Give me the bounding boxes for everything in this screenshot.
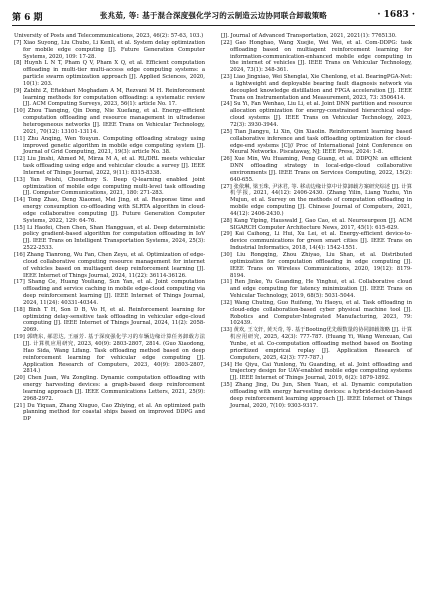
reference-item: [30] Liu Rongqing, Zhou Zhiyao, Liu Shan, et al. Distributed optimization for computation offloading in edge computing [J]. IEEE Trans on Wireless Communications, 2020, 19(12): 8179-8194.	[221, 252, 412, 279]
reference-item: [18] Binh T H, Son D B, Vo H, et al. Reinforcement learning for optimizing delay-sensitive task offloading in vehicular edge-cloud computing [J]. IEEE Internet of Things Journal, 2024, 11(2): 2058-2069.	[14, 306, 205, 334]
reference-item: [12] Liu Jinshi, Ahmed M, Mirza M A, et al. RL/DRL meets vehicular task offloading using edge and vehicular clouds: a survey [J]. IEEE Internet of Things Journal, 2022, 9(11): 8315-8338.	[14, 156, 205, 176]
running-title: 张兆茹, 等: 基于混合深度强化学习的云制造云边协同联合卸载策略	[100, 11, 327, 20]
reference-item: University of Posts and Telecommunications, 2023, 46(2): 57-63, 103.)	[14, 33, 204, 39]
reference-item: [33] 黄欢, 王文轩, 黄天奇, 等. 基于Booting优先级数量的协同卸载策略 [J]. 计算机应用研究, 2025, 42(3): 777-787. (Huang Yi, Wang Wenxuan, Cai Yunbe, et al. Co-computation offloading method based on Booting prioritized empirical replay [J]. Application Research of Computers, 2025, 42(3): 777-787.)	[221, 327, 412, 361]
reference-item: [20] Chen Juan, Wu Zongling. Dynamic computation offloading with energy harvesting devices: a graph-based deep reinforcement learning approach [J]. IEEE Communications Letters, 2021, 25(9): 2968-2972.	[14, 375, 205, 402]
reference-item: [7] Xiao Suyong, Liu Chubo, Li Kenli, et al. System delay optimization for mobile edge computing [J]. Future Generation Computer Systems, 2020, 109: 17-28.	[14, 39, 205, 60]
reference-column-left	[14, 33, 205, 423]
reference-item: [28] Kang Yiping, Hauswald J, Gao Cao, et al. Neurosurgeon [J]. ACM SIGARCH Computer Architecture News, 2017, 45(1): 615-629.	[221, 217, 412, 231]
issue-number: 第 6 期	[12, 13, 43, 23]
reference-item: [31] Ren Jinke, Yu Guanding, He Yinghui, et al. Collaborative cloud and edge computing for latency minimization [J]. IEEE Trans on Vehicular Technology, 2019, 68(5): 5031-5044.	[221, 279, 412, 300]
reference-item: [8] Huynh L N T, Pham Q V, Pham X Q, et al. Efficient computation offloading in multi-tier multi-access edge computing systems: a particle swarm optimization approach [J]. Applied Sciences, 2020, 10(1): 203.	[14, 60, 205, 87]
reference-item: [21] Du Yiquan, Zhang Xiuguo, Cao Zhiying, et al. An optimized path planning method for coastal ships based on improved DDPG and DP	[14, 402, 205, 423]
reference-item: [25] Tian Jiangyu, Li Xin, Qin Xiaolin. Reinforcement learning based collaborative inference and task offloading optimization for cloud-edge-end systems [C]// Proc of International Joint Conference on Neural Networks. Piscataway, NJ: IEEE Press, 2024: 1-8.	[221, 128, 412, 156]
reference-item: [11] Zhu Anqing, Wen Youyun. Computing offloading strategy using improved genetic algorithm in mobile edge computing system [J]. Journal of Grid Computing, 2021, 19(3): article No. 38.	[14, 135, 205, 156]
reference-item: [J]. Journal of Advanced Transportation, 2021, 2021(1): 7765130.	[221, 33, 397, 39]
page-number: · 1683 ·	[377, 10, 415, 20]
reference-item: [26] Xue Min, Wu Huaming, Peng Guang, et al. DDPQN: an efficient DNN offloading strategy in local-edge-cloud collaborative environments [J]. IEEE Trans on Services Computing, 2022, 15(2): 640-655.	[221, 156, 412, 183]
reference-item: [22] Gao Honghao, Wang Xuejie, Wei Wei, et al. Com-DDPG: task offloading based on multiagent reinforcement learning for information-communication-enhanced mobile edge computing in the internet of vehicles [J]. IEEE Trans on Vehicular Technology, 2024, 73(1): 348-361.	[221, 39, 412, 74]
reference-item: [29] Kai Caihong, Li Hui, Xu Lei, et al. Energy-efficient device-to-device communications for green smart cities [J]. IEEE Trans on Industrial Informatics, 2018, 14(4): 1542-1551.	[221, 231, 412, 252]
reference-column-right	[221, 33, 412, 409]
reference-item: [15] Li Haofei, Chen Chen, Shan Hangguan, et al. Deep deterministic policy gradient-based algorithm for computation offloading in IoV [J]. IEEE Trans on Intelligent Transportation Systems, 2024, 25(3): 2522-2533.	[14, 224, 205, 252]
reference-item: [17] Shang Ce, Huang Youliang, Sun Yan, et al. Joint computation offloading and service caching in mobile edge-cloud computing via deep reinforcement learning [J]. IEEE Internet of Things Journal, 2024, 11(24): 40331-40344.	[14, 279, 205, 306]
reference-item: [19] 郭晓东, 郝思达, 王丽芳. 基于深度强化学习的车辆边缘计算任务卸载方法 [J]. 计算机应用研究, 2023, 40(9): 2803-2807, 2814. (Guo Xiaodong, Hao Sida, Wang Lifang. Task offloading method based on deep reinforcement learning for vehicular edge computing [J]. Application Research of Computers, 2023, 40(9): 2803-2807, 2814.)	[14, 334, 205, 375]
reference-item: [27] 张依琳, 梁玉珠, 尹沐君, 等. 移动边缘计算中计算卸载方案研究综述 [J]. 计算机学报, 2021, 44(12): 2406-2430. (Zhang Yilin, Liang Yuzhu, Yin Mujun, et al. Survey on the methods of computation offloading in mobile edge computing [J]. Chinese Journal of Computers, 2021, 44(12): 2406-2430.)	[221, 183, 412, 217]
reference-item: [10] Zhou Tianqing, Qin Dong, Nie Xuefang, et al. Energy-efficient computation offloading and resource management in ultradense heterogeneous networks [J]. IEEE Trans on Vehicular Technology, 2021, 70(12): 13101-13114.	[14, 108, 205, 135]
running-header	[12, 10, 415, 24]
reference-item: [24] Su Yi, Fan Wenhao, Liu Li, et al. Joint DNN partition and resource allocation optimization for energy-constrained hierarchical edge-cloud systems [J]. IEEE Trans on Vehicular Technology, 2023, 72(3): 3930-3944.	[221, 101, 412, 128]
reference-item: [34] He Qiyu, Cai Yunlong, Yu Guanding, et al. Joint offloading and trajectory design for UAV-enabled mobile edge computing systems [J]. IEEE Internet of Things Journal, 2019, 6(2): 1879-1892.	[221, 361, 412, 382]
header-rule	[12, 25, 415, 26]
reference-item: [9] Zabihi Z, Eftekhari Moghadam A M, Rezvani M H. Reinforcement learning methods for computation offloading: a systematic review [J]. ACM Computing Surveys, 2023, 56(1): article No. 17.	[14, 87, 205, 108]
reference-item: [16] Zhang Tianrong, Wu Fan, Chen Zeyu, et al. Optimization of edge-cloud collaborative computing resource management for internet of vehicles based on multiagent deep reinforcement learning [J]. IEEE Internet of Things Journal, 2024, 11(22): 36114-36126.	[14, 252, 205, 279]
reference-item: [23] Liao Jingxiao, Wei Shenglai, Xie Chenlong, et al. BearingPGA-Net: a lightweight and deployable bearing fault diagnosis network via decoupled knowledge distillation and FPGA acceleration [J]. IEEE Trans on Instrumentation and Measurement, 2023, 73: 3506414.	[221, 74, 412, 101]
reference-item: [13] Yan Peishi, Choudhury S. Deep Q-learning enabled joint optimization of mobile edge computing multi-level task offloading [J]. Computer Communications, 2021, 180: 271-283.	[14, 176, 205, 197]
reference-item: [35] Zhang Jing, Du Jun, Shen Yuan, et al. Dynamic computation offloading with energy harvesting devices: a hybrid-decision-based deep reinforcement learning approach [J]. IEEE Internet of Things Journal, 2020, 7(10): 9303-9317.	[221, 382, 412, 409]
reference-item: [14] Tong Zhao, Deng Xiaomei, Mei Jing, et al. Response time and energy consumption co-offloading with SLRTA algorithm in cloud-edge collaborative computing [J]. Future Generation Computer Systems, 2022, 129: 64-76.	[14, 197, 205, 224]
reference-item: [32] Wang Chuting, Guo Ruifeng, Yu Haoyu, et al. Task offloading in cloud-edge collaboration-based cyber physical machine tool [J]. Robotics and Computer-Integrated Manufacturing, 2023, 79: 102439.	[221, 299, 412, 327]
